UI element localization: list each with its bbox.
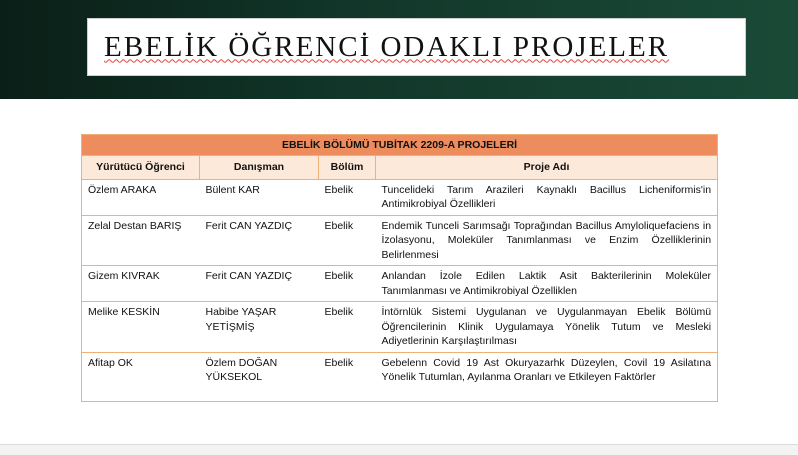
cell-student: Melike KESKİN [82,302,200,352]
cell-advisor: Bülent KAR [200,179,319,215]
slide-title: EBELİK ÖĞRENCİ ODAKLI PROJELER [104,30,670,63]
cell-advisor: Ferit CAN YAZDIÇ [200,266,319,302]
header-student: Yürütücü Öğrenci [82,156,200,179]
cell-project: Tuncelideki Tarım Arazileri Kaynaklı Bacillus Licheniformis'in Antimikrobiyal Özellikleri [376,179,718,215]
cell-department: Ebelik [319,215,376,265]
projects-table [81,134,718,402]
cell-student: Zelal Destan BARIŞ [82,215,200,265]
cell-student: Afitap OK [82,352,200,401]
table-row [82,179,718,215]
cell-department: Ebelik [319,266,376,302]
cell-project: Gebelenn Covid 19 Ast Okuryazarhk Düzeylen, Covil 19 Asilatına Yönelik Tutumlan, Ayılanma Oranları ve Etkileyen Faktörler [376,352,718,401]
cell-advisor: Ferit CAN YAZDIÇ [200,215,319,265]
bottom-bar [0,444,798,455]
header-project: Proje Adı [376,156,718,179]
title-box [87,18,746,76]
table-row [82,302,718,352]
table-row [82,266,718,302]
table-row [82,215,718,265]
header-advisor: Danışman [200,156,319,179]
table-header-row [82,156,718,179]
table-caption: EBELİK BÖLÜMÜ TUBİTAK 2209-A PROJELERİ [82,135,718,156]
cell-project: Anlandan İzole Edilen Laktik Asit Bakterilerinin Moleküler Tanımlanması ve Antimikrobiyal Özelliklen [376,266,718,302]
cell-project: Endemik Tunceli Sarımsağı Toprağından Bacillus Amyloliquefaciens in İzolasyonu, Moleküler Tanımlanması ve Enzim Özelliklerinin Belirlenmesi [376,215,718,265]
cell-department: Ebelik [319,179,376,215]
header-department: Bölüm [319,156,376,179]
table-caption-row [82,135,718,156]
cell-student: Gizem KIVRAK [82,266,200,302]
cell-advisor: Özlem DOĞAN YÜKSEKOL [200,352,319,401]
cell-student: Özlem ARAKA [82,179,200,215]
cell-department: Ebelik [319,352,376,401]
cell-project: İntörnlük Sistemi Uygulanan ve Uygulanmayan Ebelik Bölümü Öğrencilerinin Klinik Uygulamaya Yönelik Tutum ve Mesleki Adiyetlerinin Karşılaştırılması [376,302,718,352]
cell-department: Ebelik [319,302,376,352]
cell-advisor: Habibe YAŞAR YETİŞMİŞ [200,302,319,352]
table-row [82,352,718,401]
